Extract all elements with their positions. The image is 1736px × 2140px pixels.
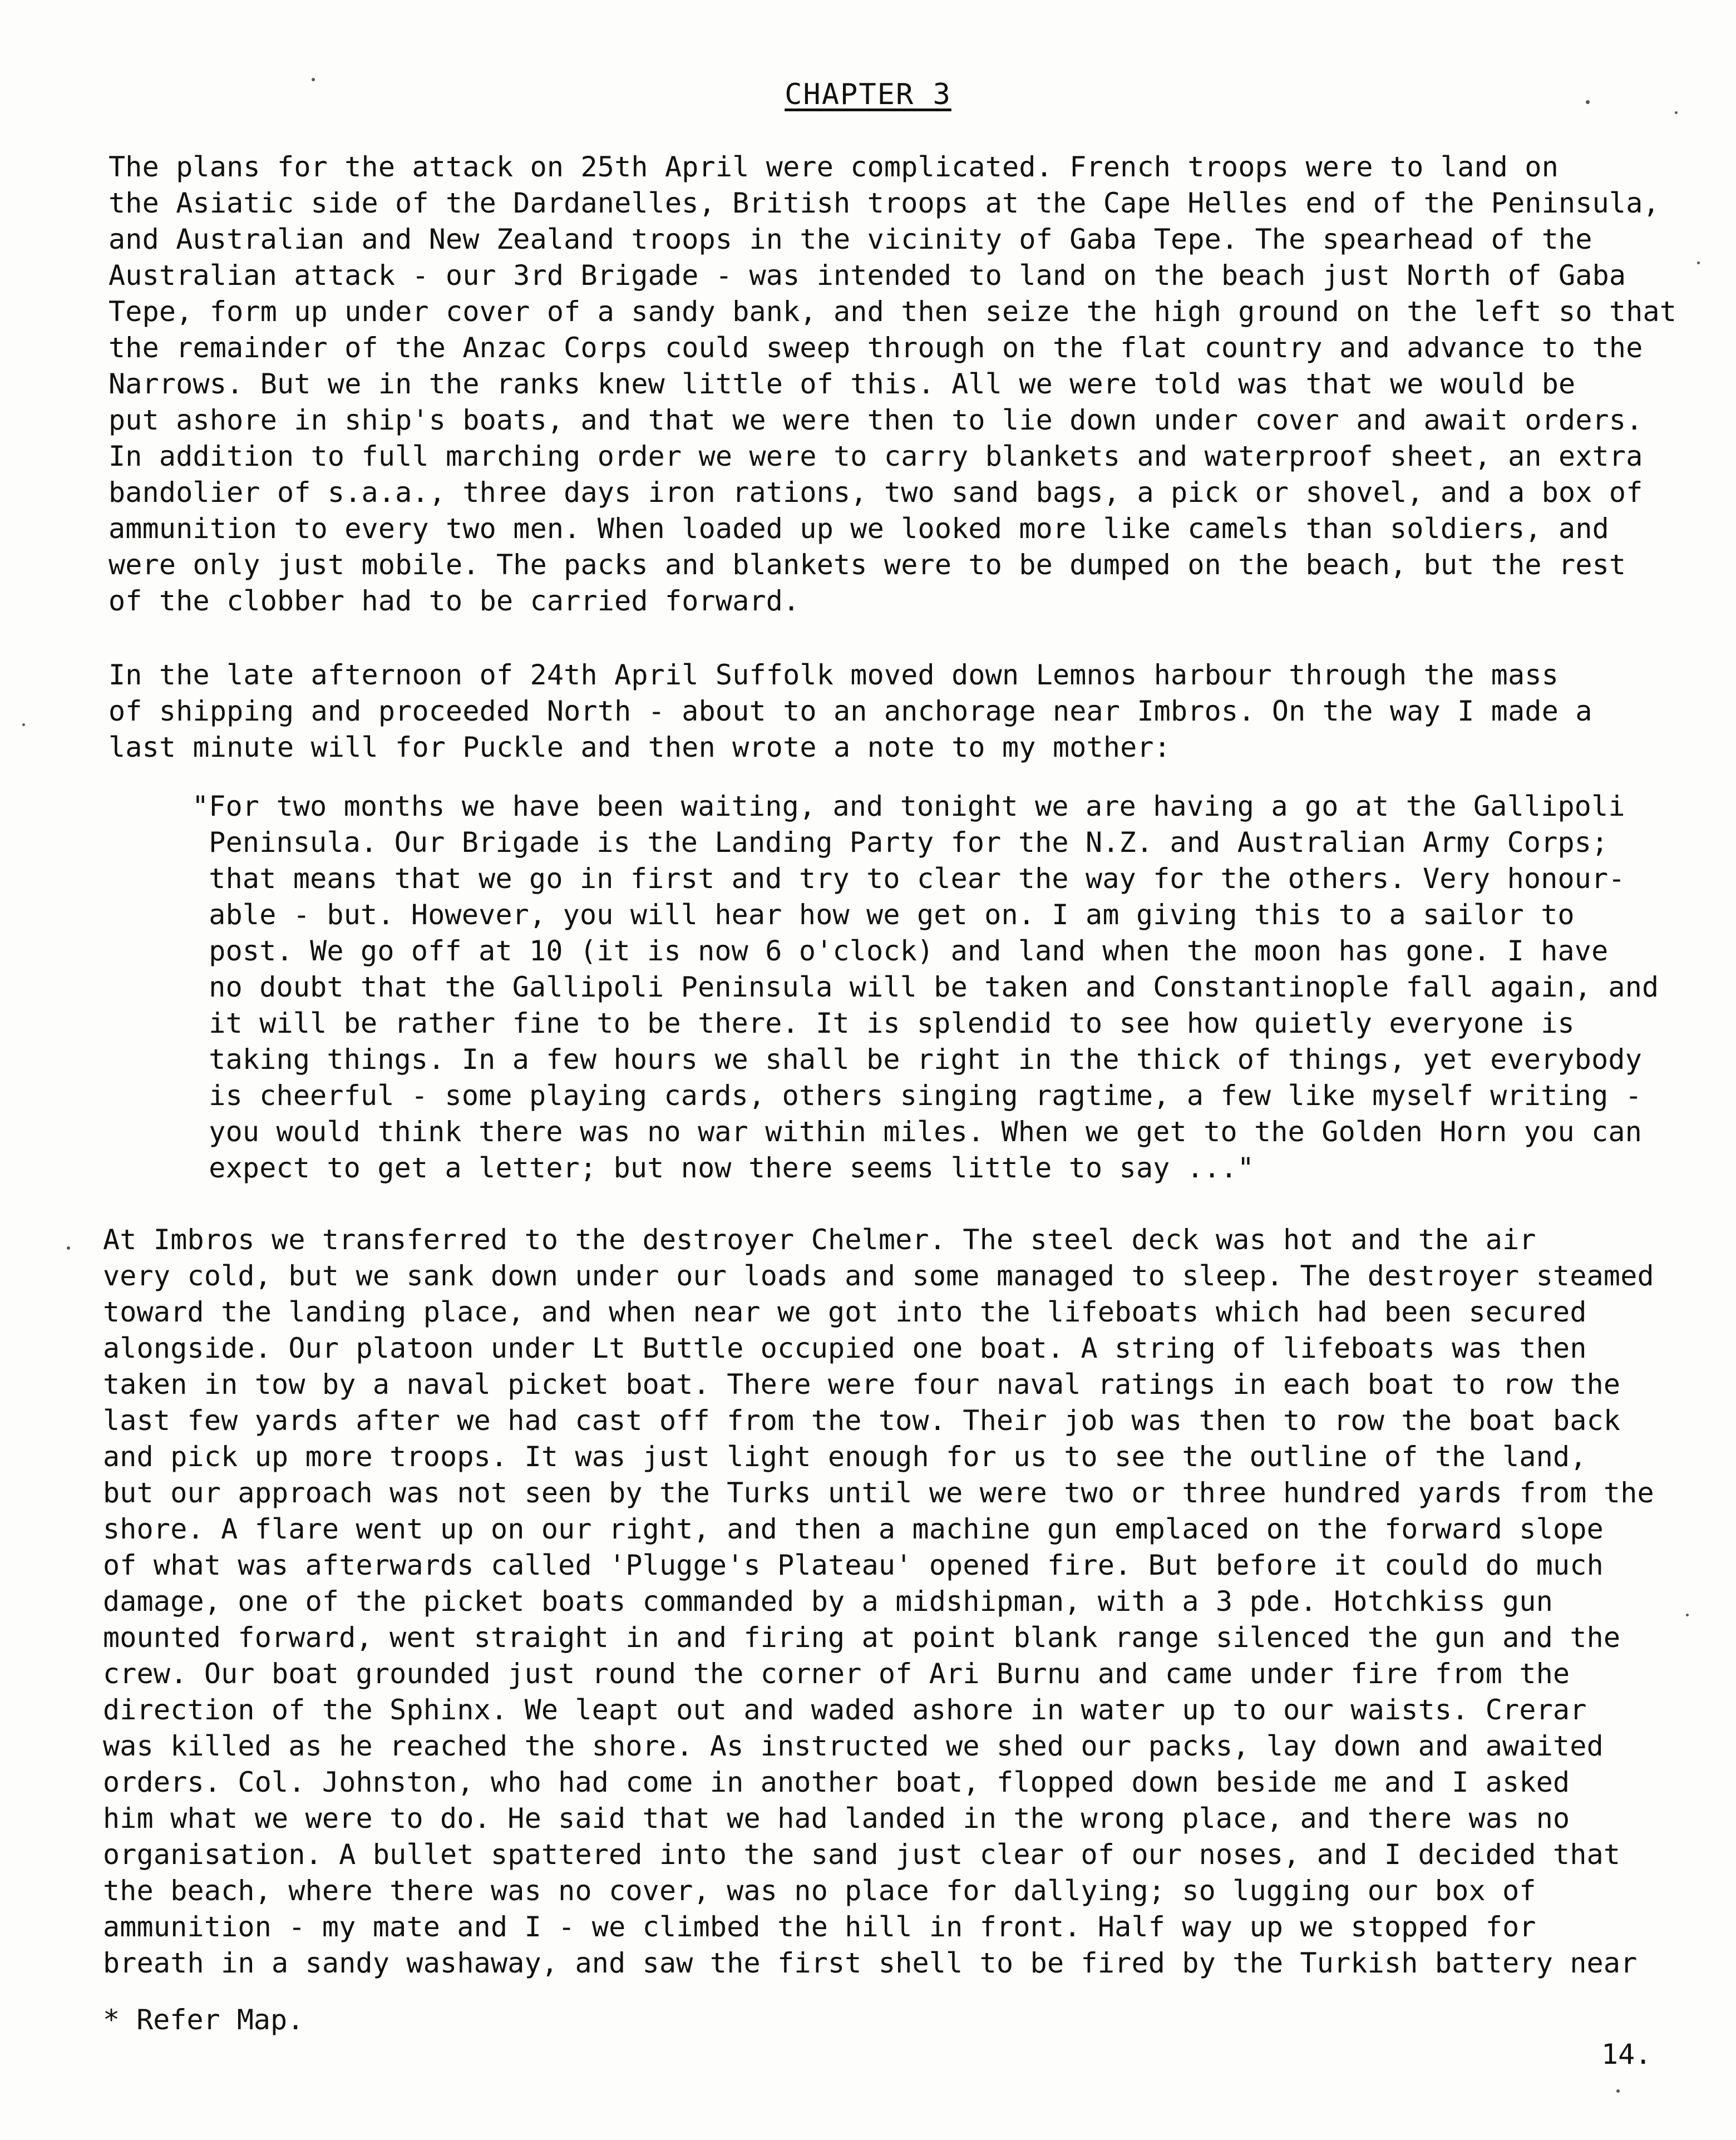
- scan-speck: [1697, 262, 1700, 264]
- scan-speck: [22, 723, 25, 726]
- scan-speck: [312, 78, 315, 81]
- scan-speck: [1675, 111, 1678, 114]
- quoted-letter-to-mother: "For two months we have been waiting, and tonight we are having a go at the Gallipoli Peninsula. Our Brigade is the Landing Party for the N.Z. and Australian Army Corps; that means that we go in first and try to clear the way for the others. Very honour- able - but. However, you will hear how we get on. I am giving this to a sailor to post. We go off at 10 (it is now 6 o'clock) and land when the moon has gone. I have no doubt that the Gallipoli Peninsula will be taken and Constantinople fall again, and it will be rather fine to be there. It is splendid to see how quietly everyone is taking things. In a few hours we shall be right in the thick of things, yet everybody is cheerful - some playing cards, others singing ragtime, a few like myself writing - you would think there was no war within miles. When we get to the Golden Horn you can expect to get a letter; but now there seems little to say ...": [192, 790, 1659, 1184]
- scan-speck: [1686, 1614, 1689, 1616]
- paragraph-landing-account: At Imbros we transferred to the destroyer Chelmer. The steel deck was hot and the air very cold, but we sank down under our loads and some managed to sleep. The destroyer steamed toward the landing place, and when near we got into the lifeboats which had been secured alongside. Our platoon under Lt Buttle occupied one boat. A string of lifeboats was then taken in tow by a naval picket boat. There were four naval ratings in each boat to row the last few yards after we had cast off from the tow. Their job was then to row the boat back and pick up more troops. It was just light enough for us to see the outline of the land, but our approach was not seen by the Turks until we were two or three hundred yards from the shore. A flare went up on our right, and then a machine gun emplaced on the forward slope of what was afterwards called 'Plugge's Plateau' opened fire. But before it could do much damage, one of the picket boats commanded by a midshipman, with a 3 pde. Hotchkiss gun mounted forward, went straight in and firing at point blank range silenced the gun and the crew. Our boat grounded just round the corner of Ari Burnu and came under fire from the direction of the Sphinx. We leapt out and waded ashore in water up to our waists. Crerar was killed as he reached the shore. As instructed we shed our packs, lay down and awaited orders. Col. Johnston, who had come in another boat, flopped down beside me and I asked him what we were to do. He said that we had landed in the wrong place, and there was no organisation. A bullet spattered into the sand just clear of our noses, and I decided that the beach, where there was no cover, was no place for dallying; so lugging our box of ammunition - my mate and I - we climbed the hill in front. Half way up we stopped for breath in a sandy washaway, and saw the first shell to be fired by the Turkish battery near: [103, 1224, 1654, 1979]
- page-number: 14.: [1601, 2038, 1652, 2070]
- footnote: * Refer Map.: [103, 2004, 304, 2036]
- paragraph-landing-plans: The plans for the attack on 25th April were complicated. French troops were to land on the Asiatic side of the Dardanelles, British troops at the Cape Helles end of the Peninsula, and Australian and New Zealand troops in the vicinity of Gaba Tepe. The spearhead of the Australian attack - our 3rd Brigade - was intended to land on the beach just North of Gaba Tepe, form up under cover of a sandy bank, and then seize the high ground on the left so that the remainder of the Anzac Corps could sweep through on the flat country and advance to the Narrows. But we in the ranks knew little of this. All we were told was that we would be put ashore in ship's boats, and that we were then to lie down under cover and await orders. In addition to full marching order we were to carry blankets and waterproof sheet, an extra bandolier of s.a.a., three days iron rations, two sand bags, a pick or shovel, and a box of ammunition to every two men. When loaded up we looked more like camels than soldiers, and were only just mobile. The packs and blankets were to be dumped on the beach, but the rest of the clobber had to be carried forward.: [108, 151, 1677, 617]
- chapter-heading: CHAPTER 3: [785, 78, 951, 111]
- scan-speck: [1586, 100, 1590, 104]
- paragraph-lemnos-departure: In the late afternoon of 24th April Suffolk moved down Lemnos harbour through the mass of shipping and proceeded North - about to an anchorage near Imbros. On the way I made a last minute will for Puckle and then wrote a note to my mother:: [108, 659, 1592, 763]
- scan-speck: [1616, 2089, 1620, 2093]
- scan-speck: [67, 1246, 70, 1250]
